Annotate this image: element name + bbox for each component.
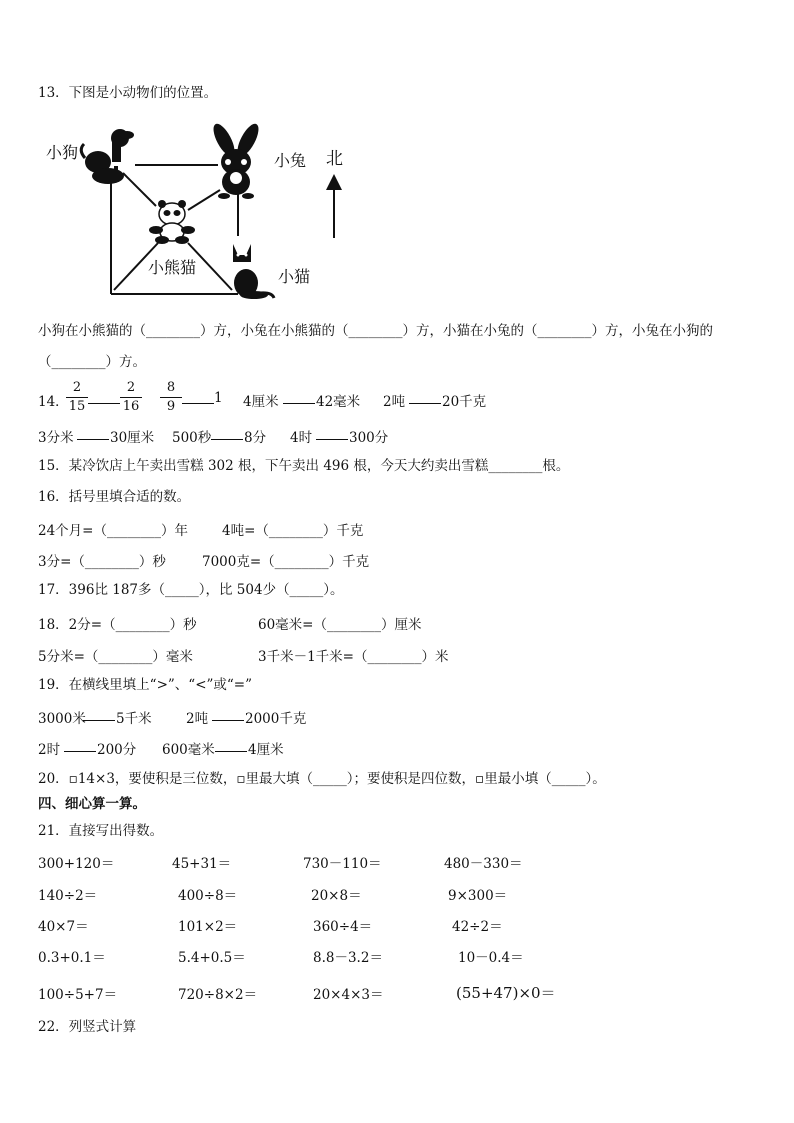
q14-blank[interactable]: [211, 426, 243, 442]
calc-item: 360÷4＝: [313, 919, 373, 935]
q18-item: 60毫米=（________）厘米: [258, 617, 422, 633]
section-4-heading: 四、细心算一算。: [38, 796, 146, 812]
q17-text: 17．396比 187多（_____），比 504少（_____）。: [38, 582, 344, 598]
q13-answer-line1: 小狗在小熊猫的（________）方，小兔在小熊猫的（________）方，小猫在小兔的（________）方，小兔在小狗的: [38, 323, 713, 339]
calc-item: 8.8－3.2＝: [313, 950, 383, 966]
q19-text: 2吨: [186, 711, 209, 727]
calc-item: 42÷2＝: [452, 919, 503, 935]
q14-blank-1[interactable]: [88, 390, 120, 406]
q18-item: 5分米=（________）毫米: [38, 649, 193, 665]
rabbit-icon: [209, 121, 262, 199]
calc-item: 480－330＝: [444, 856, 523, 872]
q14-text: 2吨: [383, 394, 406, 410]
q18-item: 18．2分=（________）秒: [38, 617, 197, 633]
q21-title: 21．直接写出得数。: [38, 823, 164, 839]
q14-text: 300分: [349, 430, 389, 446]
fraction-numerator: 8: [160, 380, 182, 398]
cat-icon: [233, 244, 274, 299]
q14-blank[interactable]: [283, 390, 315, 406]
q16-title: 16．括号里填合适的数。: [38, 489, 191, 505]
q16-item: 4吨=（________）千克: [222, 523, 364, 539]
q19-blank[interactable]: [212, 707, 244, 723]
q14-number: 14．: [38, 394, 69, 410]
q14-text: 3分米: [38, 430, 74, 446]
q14-blank[interactable]: [316, 426, 348, 442]
q18-item: 3千米－1千米=（________）米: [258, 649, 449, 665]
calc-item: 20×8＝: [311, 888, 362, 904]
panda-label: 小熊猫: [148, 258, 197, 277]
dog-label: 小狗: [46, 143, 79, 162]
rabbit-label: 小兔: [274, 151, 307, 170]
q14-text: 4时: [290, 430, 313, 446]
q14-text: 20千克: [442, 394, 487, 410]
q14-text: 4厘米: [243, 394, 279, 410]
calc-item: 10－0.4＝: [458, 950, 524, 966]
calc-item: (55+47)×0＝: [456, 984, 556, 1002]
q14-text: 500秒: [172, 430, 212, 446]
calc-item: 730－110＝: [303, 856, 382, 872]
q14-blank[interactable]: [409, 390, 441, 406]
q19-text: 3000米: [38, 711, 86, 727]
fraction-denominator: 16: [122, 399, 140, 414]
q14-blank-2[interactable]: [182, 390, 214, 406]
calc-item: 140÷2＝: [38, 888, 98, 904]
animal-position-diagram: [38, 118, 358, 303]
q14-text: 8分: [244, 430, 267, 446]
cat-label: 小猫: [278, 267, 311, 286]
calc-item: 0.3+0.1＝: [38, 950, 106, 966]
q19-text: 200分: [97, 742, 137, 758]
q19-text: 2000千克: [245, 711, 307, 727]
q19-blank[interactable]: [64, 738, 96, 754]
fraction-denominator: 15: [68, 399, 86, 414]
q19-title: 19．在横线里填上“>”、“<”或“=”: [38, 677, 253, 693]
fraction-numerator: 2: [66, 380, 88, 398]
fraction-numerator: 2: [120, 380, 142, 398]
q16-item: 7000克=（________）千克: [202, 554, 370, 570]
q14-blank[interactable]: [77, 426, 109, 442]
calc-item: 101×2＝: [178, 919, 238, 935]
q19-text: 5千米: [116, 711, 152, 727]
north-arrow-icon: [326, 174, 342, 238]
q19-text: 4厘米: [248, 742, 284, 758]
calc-item: 400÷8＝: [178, 888, 238, 904]
q14-text: 1: [214, 390, 223, 406]
calc-item: 40×7＝: [38, 919, 89, 935]
north-label: 北: [326, 149, 343, 169]
calc-item: 9×300＝: [448, 888, 508, 904]
q19-blank[interactable]: [83, 707, 115, 723]
q14-fraction-2: [120, 380, 142, 415]
calc-item: 20×4×3＝: [313, 987, 384, 1003]
q19-text: 2时: [38, 742, 61, 758]
q19-text: 600毫米: [162, 742, 215, 758]
q14-fraction-1: [66, 380, 88, 415]
q22-title: 22．列竖式计算: [38, 1019, 137, 1035]
q20-text: 20．▫14×3，要使积是三位数，▫里最大填（_____）；要使积是四位数，▫里最小填（_____）。: [38, 771, 606, 787]
q19-blank[interactable]: [215, 738, 247, 754]
q14-fraction-3: [160, 380, 182, 415]
fraction-denominator: 9: [166, 399, 176, 414]
q14-text: 42毫米: [316, 394, 361, 410]
calc-item: 45+31＝: [172, 856, 232, 872]
q16-item: 24个月=（________）年: [38, 523, 188, 539]
q13-answer-line2: （________）方。: [38, 354, 146, 370]
calc-item: 5.4+0.5＝: [178, 950, 246, 966]
panda-icon: [149, 200, 195, 244]
q14-text: 30厘米: [110, 430, 155, 446]
calc-item: 100÷5+7＝: [38, 987, 118, 1003]
q13-title: 13．下图是小动物们的位置。: [38, 85, 218, 101]
q16-item: 3分=（________）秒: [38, 554, 166, 570]
calc-item: 720÷8×2＝: [178, 987, 258, 1003]
q15-text: 15．某冷饮店上午卖出雪糕 302 根，下午卖出 496 根，今天大约卖出雪糕________根。: [38, 458, 570, 474]
calc-item: 300+120＝: [38, 856, 115, 872]
